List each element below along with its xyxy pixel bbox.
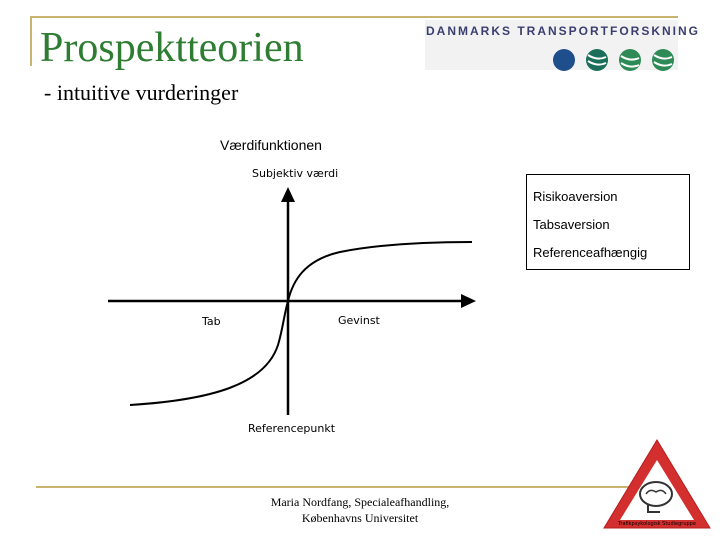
top-left-rule-vertical: [30, 16, 32, 66]
slide-subtitle: - intuitive vurderinger: [44, 80, 239, 105]
footer-university-line: Københavns Universitet: [301, 511, 419, 525]
diagram-title: Værdifunktionen: [220, 137, 322, 153]
footer: [258, 494, 462, 526]
reference-point-label: Referencepunkt: [248, 422, 336, 435]
right-label-gevinst: Gevinst: [338, 314, 380, 327]
bottom-rule: [36, 486, 678, 488]
logo-dot-2: [586, 49, 608, 71]
legend-item-referenceafhaengig: Referenceafhængig: [533, 245, 648, 260]
footer-author-line: Maria Nordfang, Specialeafhandling,: [270, 495, 450, 509]
y-axis-label: Subjektiv værdi: [252, 167, 339, 180]
logo-icon: [552, 47, 678, 73]
legend-item-tabsaversion: Tabsaversion: [533, 217, 610, 232]
left-label-tab: Tab: [202, 315, 221, 328]
logo-text: DANMARKS TRANSPORTFORSKNING: [426, 24, 700, 38]
x-axis-arrowhead: [461, 294, 476, 308]
value-function-diagram: [100, 160, 520, 450]
logo-dot-1: [553, 49, 575, 71]
y-axis-arrowhead: [281, 187, 295, 202]
top-rule: [30, 16, 678, 18]
logo-dot-3: [619, 49, 641, 71]
logo-dot-4: [652, 49, 674, 71]
slide-title: Prospektteorien: [40, 25, 304, 71]
legend-box: [526, 174, 690, 270]
sign-caption: Trafikpsykologisk Studiegruppe: [618, 521, 696, 527]
legend-item-risikoaversion: Risikoaversion: [533, 189, 618, 204]
value-curve: [130, 242, 472, 405]
